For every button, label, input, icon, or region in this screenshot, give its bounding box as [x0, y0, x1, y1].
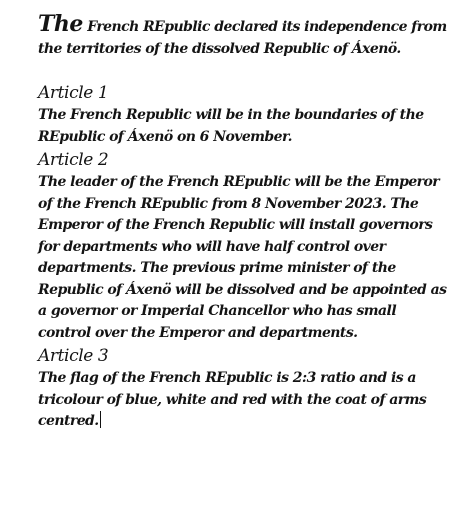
article-1-text: The French Republic will be in the boundaries of the REpublic of Áxenö on 6 November. [38, 107, 424, 145]
article-1-heading: Article 1 [38, 83, 109, 103]
article-3-text: The flag of the French REpublic is 2:3 ratio and is a tricolour of blue, white and red with the coat of arms centred. [38, 370, 427, 429]
article-3-heading: Article 3 [38, 346, 109, 366]
intro-lead-word: The [38, 11, 83, 37]
article-2-heading: Article 2 [38, 150, 109, 170]
document-page[interactable] [38, 11, 450, 433]
blank-line [38, 60, 450, 81]
article-2-text: The leader of the French REpublic will be the Emperor of the French REpublic from 8 November 2023. The Emperor of the French Republic will install governors for departments who will have half control over departments. The previous prime minister of the Republic of Áxenö will be dissolved and be appointed as a governor or Imperial Chancellor who has small control over the Emperor and departments. [38, 174, 447, 341]
intro-paragraph [38, 11, 450, 60]
text-cursor [100, 411, 101, 428]
article-3-paragraph [38, 368, 450, 433]
intro-text: French REpublic declared its independence from the territories of the dissolved Republic of Áxenö. [38, 19, 447, 57]
